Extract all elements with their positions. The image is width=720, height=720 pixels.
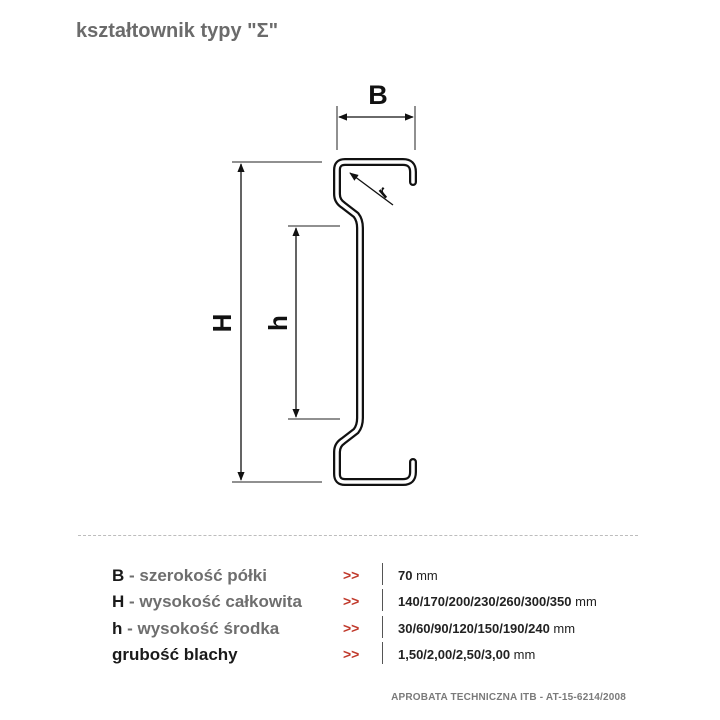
spec-label (112, 592, 302, 612)
spec-row-total-height (0, 592, 720, 612)
label-r: r (373, 182, 394, 204)
page-title: kształtownik typy "Σ" (76, 20, 279, 42)
spec-numbers: 140/170/200/230/260/300/350 (398, 594, 572, 609)
spec-key: B (112, 566, 125, 585)
label-h: h (263, 315, 293, 331)
dimension-B (337, 106, 415, 150)
spec-unit: mm (549, 621, 576, 636)
spec-description: - szerokość półki (124, 566, 267, 585)
spec-value (398, 594, 597, 609)
label-B: B (368, 80, 388, 110)
spec-key: h (112, 619, 123, 638)
spec-label (112, 566, 267, 586)
spec-row-sheet-thickness (0, 645, 720, 665)
spec-numbers: 1,50/2,00/2,50/3,00 (398, 647, 511, 662)
spec-row-middle-height (0, 619, 720, 639)
spec-numbers: 30/60/90/120/150/190/240 (398, 621, 550, 636)
column-separator (382, 589, 383, 611)
spec-description: - wysokość całkowita (124, 592, 302, 611)
spec-value (398, 647, 535, 662)
column-separator (382, 563, 383, 585)
double-arrow-icon: >> (343, 567, 360, 583)
dimension-h (288, 226, 340, 419)
double-arrow-icon: >> (343, 646, 360, 662)
double-arrow-icon: >> (343, 593, 360, 609)
spec-label (112, 619, 279, 639)
spec-row-flange-width (0, 566, 720, 586)
column-separator (382, 616, 383, 638)
spec-description: - wysokość środka (122, 619, 280, 638)
label-H: H (207, 313, 237, 333)
approval-footer: APROBATA TECHNICZNA ITB - AT-15-6214/2008 (391, 692, 626, 703)
spec-unit: mm (571, 594, 597, 609)
column-separator (382, 642, 383, 664)
spec-label (112, 645, 238, 665)
spec-key: H (112, 592, 125, 611)
section-divider (78, 535, 638, 536)
sigma-profile-shape (337, 162, 413, 482)
spec-value (398, 568, 438, 583)
double-arrow-icon: >> (343, 620, 360, 636)
spec-numbers: 70 (398, 568, 413, 583)
spec-unit: mm (412, 568, 438, 583)
spec-description: grubość blachy (112, 645, 238, 664)
spec-value (398, 621, 575, 636)
spec-unit: mm (510, 647, 536, 662)
